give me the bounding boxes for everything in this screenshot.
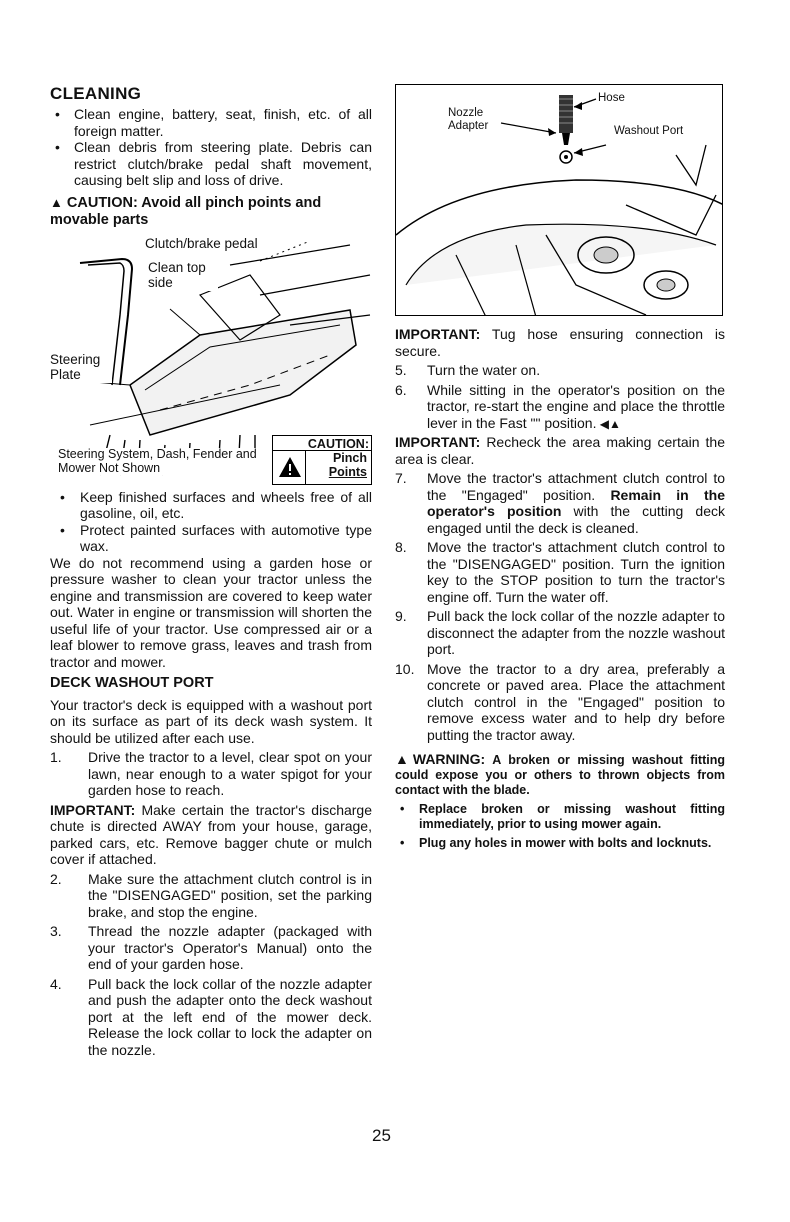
warning-bullets (395, 802, 725, 851)
warning-notice (395, 751, 725, 798)
step-text: Make sure the attachment clutch control is in the "DISENGAGED" position, set the parking brake, and stop the engine. (88, 870, 372, 920)
list-item (395, 470, 725, 536)
important-note (395, 326, 725, 359)
label-clutch-brake-pedal: Clutch/brake pedal (145, 235, 258, 251)
label-nozzle-adapter: Nozzle Adapter (448, 107, 489, 132)
important-text: Recheck the area making certain the area is clear. (395, 434, 725, 467)
list-item (50, 871, 372, 921)
label-steering-plate: Steering Plate (50, 353, 112, 383)
list-item: • Plug any holes in mower with bolts and locknuts. (395, 836, 725, 851)
list-item: • Clean debris from steering plate. Debris can restrict clutch/brake pedal shaft movement, causing belt slip and loss of drive. (50, 139, 372, 189)
step-text-bold: Remain in the operator's position (427, 486, 725, 520)
step-number: 7. (395, 470, 407, 487)
step-text: Thread the nozzle adapter (packaged with your tractor's Operator's Manual) onto the end of your garden hose. (88, 923, 372, 973)
step-number: 9. (395, 608, 407, 625)
caution-box-title: CAUTION: (307, 436, 369, 451)
step-number: 1. (50, 749, 62, 766)
important-label: IMPORTANT: (50, 801, 136, 818)
warning-triangle-icon: ▲ (50, 194, 63, 210)
step-text: Pull back the lock collar of the nozzle adapter and push the adapter onto the deck washout port at the left end of the mower deck. Release the lock collar to lock the adapter on the nozzle. (88, 975, 372, 1058)
step-number: 10. (395, 660, 415, 677)
list-item: • Keep finished surfaces and wheels free of all gasoline, oil, etc. (50, 489, 372, 522)
caution-notice (50, 195, 372, 229)
right-column (395, 84, 725, 851)
finish-bullets (50, 489, 372, 555)
list-item (50, 976, 372, 1059)
step-text: Pull back the lock collar of the nozzle adapter to disconnect the adapter from the nozzle washout port. (427, 608, 725, 658)
list-item (50, 749, 372, 799)
important-label: IMPORTANT: (395, 434, 481, 451)
important-note (50, 802, 372, 868)
pinch-points-caution-box (272, 435, 372, 485)
list-item: • Replace broken or missing washout fitting immediately, prior to using mower again. (395, 802, 725, 832)
washout-steps-part1 (50, 749, 372, 799)
left-column (50, 84, 372, 1061)
step-text: Drive the tractor to a level, clear spot on your lawn, near enough to a water spigot for your garden hose to reach. (88, 749, 372, 799)
label-washout-port: Washout Port (614, 125, 684, 137)
important-text: Make certain the tractor's discharge chute is directed AWAY from your house, garage, parked cars, etc. Remove bagger chute or mulch cover if attached. (50, 801, 372, 868)
caution-box-line2: Points (328, 464, 367, 479)
steering-plate-illustration (50, 235, 372, 485)
warning-triangle-icon: ▲ (395, 751, 413, 768)
step-number: 3. (50, 923, 62, 940)
warning-text: A broken or missing washout fitting could expose you or others to thrown objects from contact with the blade. (395, 753, 726, 798)
step-text: Move the tractor's attachment clutch control to the "DISENGAGED" position. Turn the ignition key to the STOP position to turn the tractor's engine off. Turn the water off. (427, 539, 725, 605)
list-item: • Clean engine, battery, seat, finish, etc. of all foreign matter. (50, 106, 372, 139)
step-number: 8. (395, 539, 407, 556)
step-text: Move the tractor to a dry area, preferably a concrete or paved area. Place the attachment clutch control in the "Engaged" position to remove excess water and to help dry before putting the tractor away. (427, 660, 725, 743)
cleaning-heading: CLEANING (50, 84, 142, 103)
deck-washout-intro: Your tractor's deck is equipped with a washout port on its surface as part of its deck wash system. It should be utilized after each use. (50, 696, 372, 746)
list-item (395, 539, 725, 605)
cleaning-paragraph: We do not recommend using a garden hose or pressure washer to clean your tractor unless the engine and transmission are covered to keep water out. Water in engine or transmission will shorten the useful life of your tractor. Use compressed air or a leaf blower to remove grass, leaves and trash from tractor and mower. (50, 554, 372, 670)
list-item (395, 362, 725, 379)
warning-label: WARNING: (412, 751, 486, 768)
list-item (395, 382, 725, 432)
important-text: Tug hose ensuring connection is secure. (395, 326, 725, 359)
caution-text: CAUTION: Avoid all pinch points and movable parts (50, 194, 322, 228)
important-note (395, 434, 725, 467)
list-item: • Protect painted surfaces with automotive type wax. (50, 522, 372, 555)
step-number: 5. (395, 362, 407, 379)
warning-triangle-icon (278, 456, 302, 478)
step-number: 6. (395, 381, 407, 398)
label-clean-top-side: Clean top side (148, 261, 218, 291)
rabbit-fast-icon: ◀▲ (596, 416, 621, 431)
washout-port-illustration (395, 84, 723, 316)
caution-box-line1: Pinch (332, 450, 367, 465)
list-item (395, 661, 725, 744)
list-item (50, 923, 372, 973)
washout-steps-part2 (50, 871, 372, 1059)
washout-steps-part3 (395, 362, 725, 431)
deck-washout-heading: DECK WASHOUT PORT (50, 674, 214, 691)
step-text: Turn the water on. (427, 362, 541, 379)
step-text: Move the tractor's attachment clutch control to the "Engaged" position. (427, 470, 725, 503)
step-text: with the cutting deck engaged until the deck is cleaned. (427, 503, 725, 536)
step-text: While sitting in the operator's position on the tractor, re-start the engine and place the throttle lever in the Fast "" position. (427, 381, 725, 431)
page-number: 25 (372, 1126, 391, 1145)
important-label: IMPORTANT: (395, 326, 481, 342)
step-number: 2. (50, 870, 62, 887)
washout-steps-part4 (395, 470, 725, 743)
cleaning-bullets (50, 106, 372, 189)
mower-deck-drawing (396, 85, 723, 316)
label-hose: Hose (598, 92, 625, 104)
step-number: 4. (50, 975, 62, 992)
list-item (395, 608, 725, 658)
figure-caption: Steering System, Dash, Fender and Mower Not Shown (58, 448, 272, 476)
